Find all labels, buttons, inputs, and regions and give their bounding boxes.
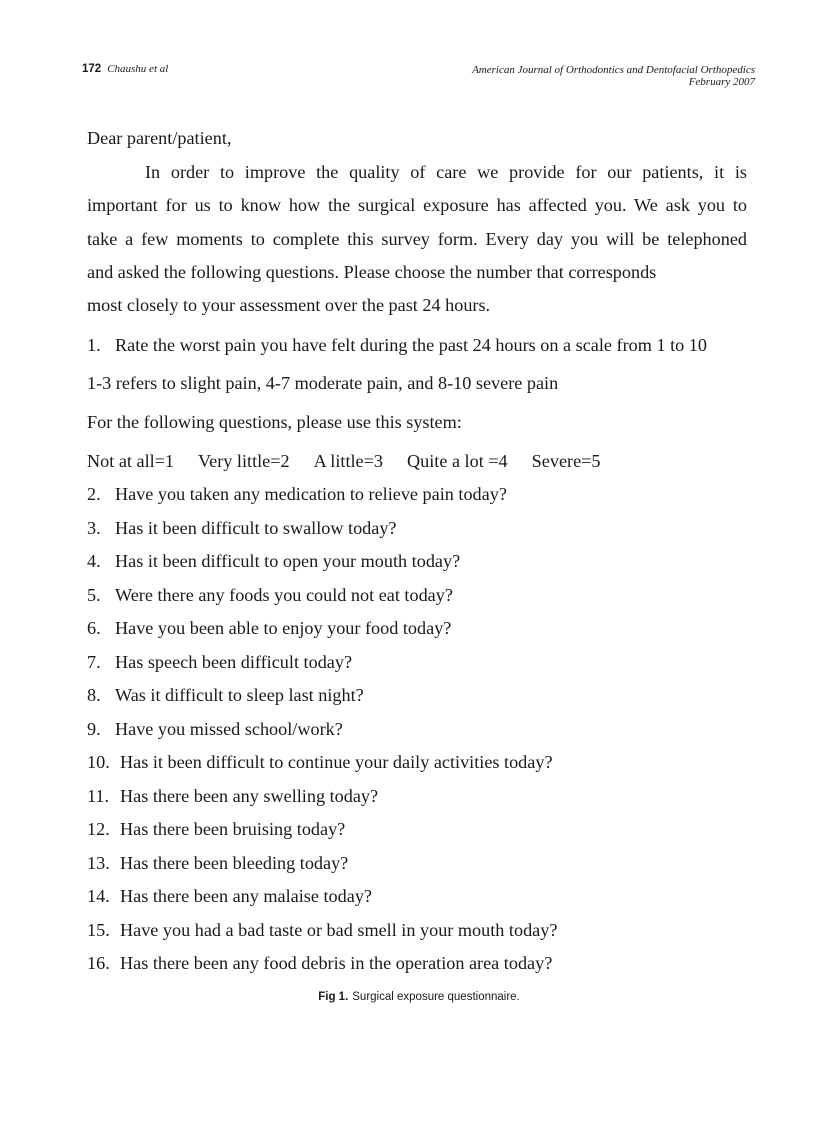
question-text: Has it been difficult to continue your daily activities today?	[120, 752, 553, 772]
question-text: Rate the worst pain you have felt during the past 24 hours on a scale from 1 to 10	[115, 335, 707, 355]
question-number: 7.	[87, 651, 101, 672]
question-3	[87, 517, 397, 539]
question-number: 11.	[87, 785, 110, 806]
question-text: Has there been any swelling today?	[120, 785, 379, 806]
question-2	[87, 483, 507, 505]
pain-scale-description: 1-3 refers to slight pain, 4-7 moderate pain, and 8-10 severe pain	[87, 373, 559, 393]
intro-line: and asked the following questions. Please choose the number that corresponds	[87, 262, 657, 282]
question-6	[87, 617, 451, 639]
system-intro: For the following questions, please use this system:	[87, 412, 462, 432]
question-number: 1.	[87, 335, 101, 355]
running-header-right	[472, 64, 755, 88]
question-number: 3.	[87, 517, 101, 538]
question-5	[87, 584, 453, 606]
question-number: 9.	[87, 718, 101, 739]
question-14	[87, 885, 372, 907]
scale-option: A little=3	[313, 451, 383, 471]
question-text: Has it been difficult to open your mouth today?	[115, 551, 461, 571]
question-text: Have you taken any medication to relieve pain today?	[115, 484, 507, 504]
intro-line: important for us to know how the surgical exposure has affected you. We ask you to	[87, 195, 747, 215]
question-8	[87, 684, 364, 706]
intro-line: take a few moments to complete this survey form. Every day you will be telephoned	[87, 229, 747, 249]
question-text: Has there been any malaise today?	[120, 886, 372, 906]
scale-option: Severe=5	[531, 451, 601, 471]
question-number: 10.	[87, 752, 110, 772]
figure-caption	[0, 991, 838, 1003]
question-16	[87, 952, 552, 974]
question-number: 12.	[87, 819, 110, 839]
scale-option: Quite a lot =4	[406, 451, 508, 471]
caption-text: Surgical exposure questionnaire.	[352, 991, 520, 1003]
question-11	[87, 785, 378, 807]
scale-option: Not at all=1	[87, 451, 175, 471]
rating-scale	[87, 450, 625, 472]
question-text: Have you been able to enjoy your food today?	[115, 618, 452, 638]
authors: Chaushu et al	[107, 63, 169, 75]
question-13	[87, 852, 348, 874]
question-1	[87, 334, 707, 356]
question-10	[87, 751, 553, 773]
figure-label: Fig 1.	[318, 991, 349, 1003]
question-9	[87, 718, 343, 740]
question-text: Were there any foods you could not eat today?	[115, 584, 453, 605]
question-4	[87, 550, 460, 572]
question-number: 13.	[87, 852, 110, 873]
question-number: 6.	[87, 618, 101, 638]
question-number: 2.	[87, 484, 101, 504]
question-7	[87, 651, 352, 673]
question-text: Has speech been difficult today?	[115, 651, 353, 672]
question-number: 5.	[87, 584, 101, 605]
question-text: Was it difficult to sleep last night?	[115, 685, 364, 705]
journal-name: American Journal of Orthodontics and Dentofacial Orthopedics	[472, 64, 755, 76]
running-header-left	[82, 63, 168, 75]
question-number: 15.	[87, 919, 110, 940]
scale-option: Very little=2	[198, 451, 290, 471]
question-15	[87, 919, 557, 941]
question-number: 16.	[87, 953, 110, 973]
question-text: Has there been any food debris in the operation area today?	[120, 953, 553, 973]
question-text: Has there been bruising today?	[120, 819, 346, 839]
question-number: 4.	[87, 551, 101, 571]
issue-date: February 2007	[688, 76, 755, 88]
question-number: 14.	[87, 886, 110, 906]
salutation: Dear parent/patient,	[87, 128, 232, 148]
intro-line: most closely to your assessment over the past 24 hours.	[87, 295, 491, 315]
intro-line: In order to improve the quality of care we provide for our patients, it is	[145, 162, 747, 182]
question-text: Have you had a bad taste or bad smell in your mouth today?	[120, 919, 558, 940]
page-number: 172	[82, 63, 102, 75]
question-text: Has it been difficult to swallow today?	[115, 517, 397, 538]
question-12	[87, 818, 345, 840]
question-text: Have you missed school/work?	[115, 718, 343, 739]
question-number: 8.	[87, 685, 101, 705]
question-text: Has there been bleeding today?	[120, 852, 349, 873]
